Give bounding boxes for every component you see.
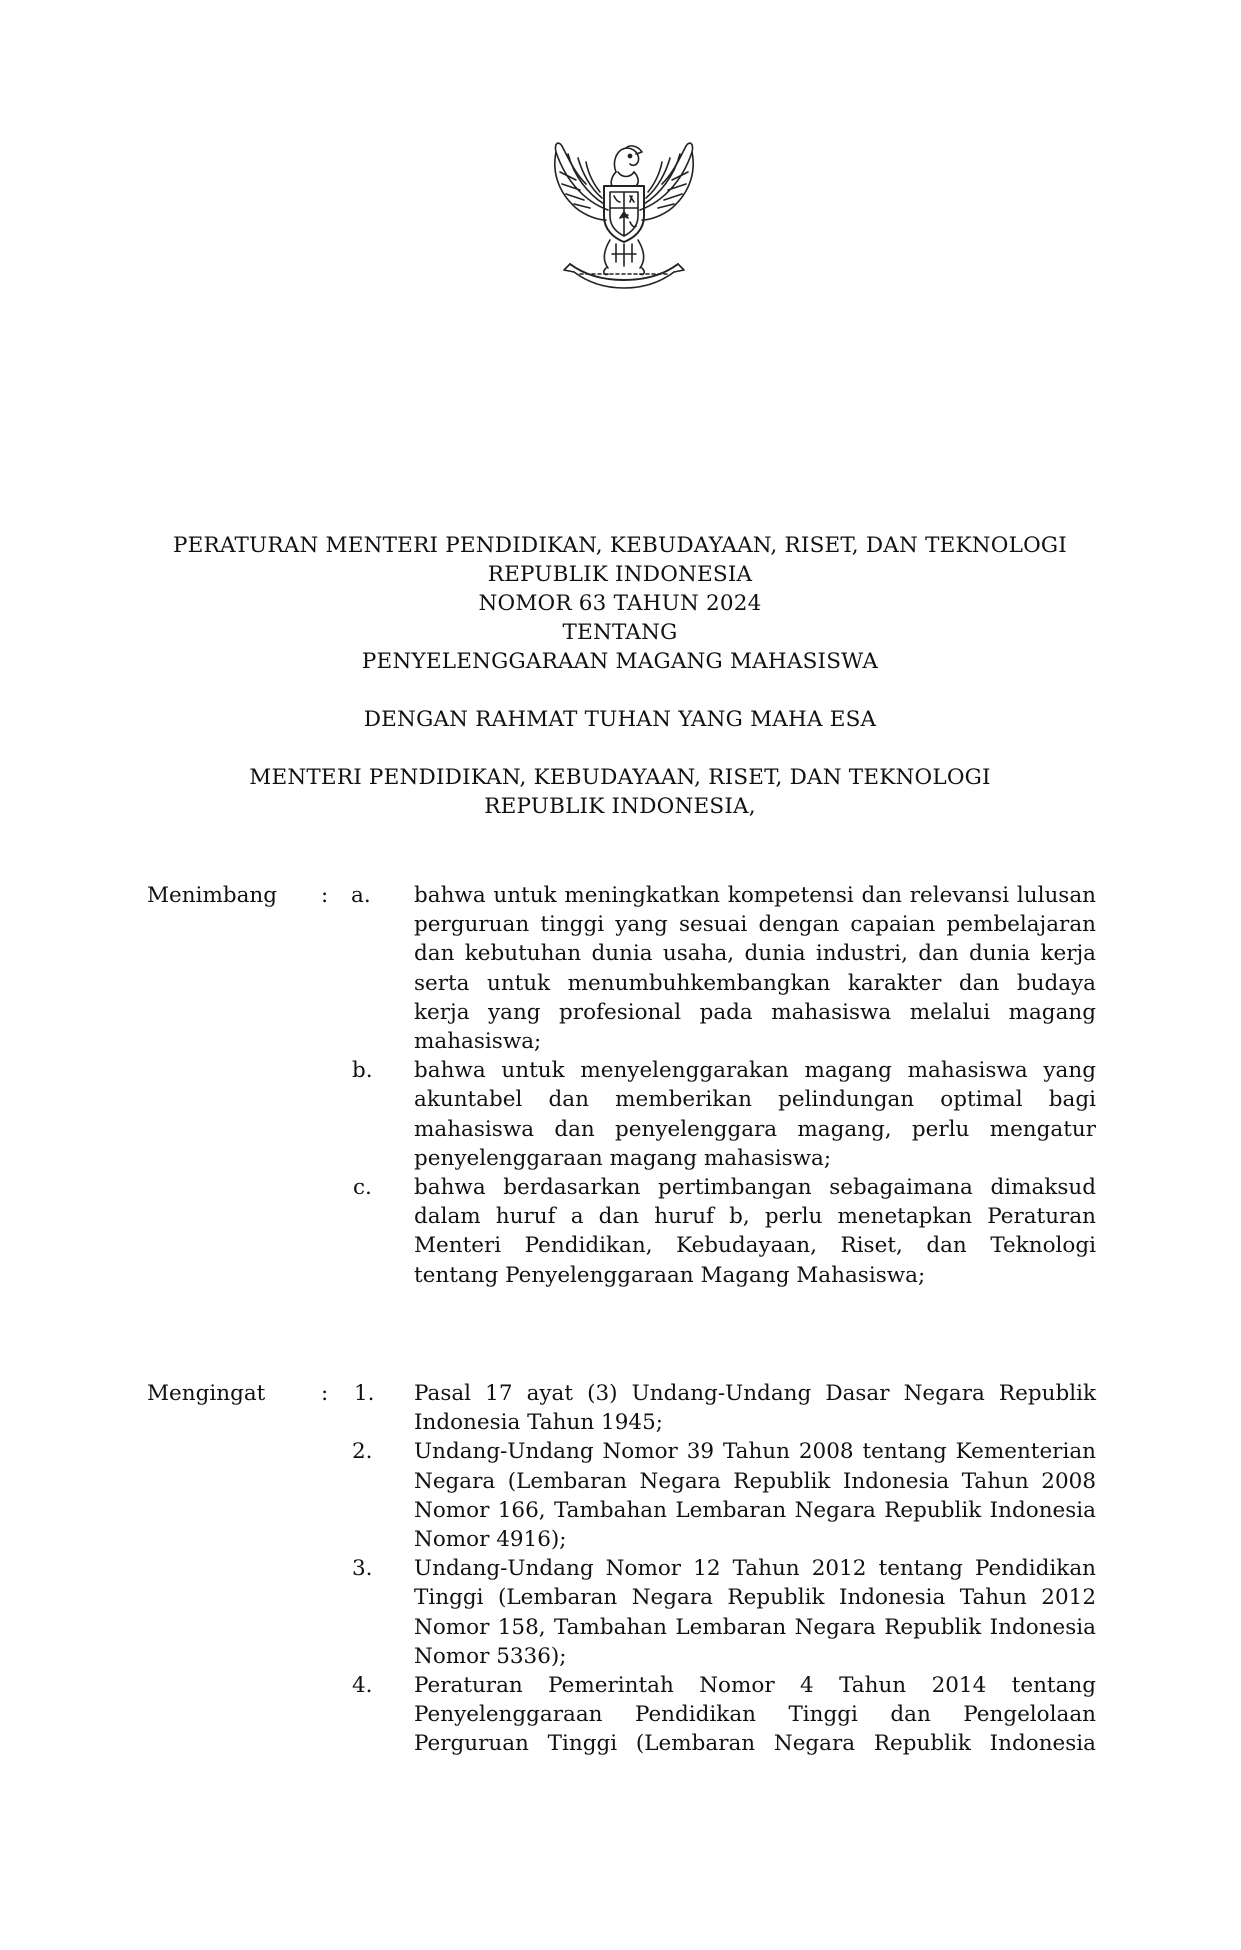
- mengingat-item: [147, 1554, 1097, 1671]
- garuda-pancasila-emblem: [546, 132, 702, 294]
- minister-country: REPUBLIK INDONESIA,: [484, 794, 756, 819]
- document-title-block: [120, 531, 1120, 821]
- item-text: bahwa untuk menyelenggarakan magang mahasiswa yang akuntabel dan memberikan pelindungan optimal bagi mahasiswa dan penyelenggara magang, perlu mengatur penyelenggaraan magang mahasiswa;: [414, 1058, 1096, 1171]
- menimbang-colon: :: [321, 883, 329, 908]
- mengingat-colon: :: [321, 1381, 329, 1406]
- item-marker: 2.: [352, 1439, 373, 1465]
- mengingat-label: Mengingat: [147, 1381, 266, 1406]
- title-line-country: REPUBLIK INDONESIA: [487, 562, 753, 587]
- title-line-about: TENTANG: [562, 620, 678, 645]
- title-line-regulation: PERATURAN MENTERI PENDIDIKAN, KEBUDAYAAN, RISET, DAN TEKNOLOGI: [173, 533, 1067, 558]
- item-text: bahwa untuk meningkatkan kompetensi dan relevansi lulusan perguruan tinggi yang sesuai dengan capaian pembelajaran dan kebutuhan dunia usaha, dunia industri, dan dunia kerja serta untuk menumbuhkembangkan karakter dan budaya kerja yang profesional pada mahasiswa melalui magang mahasiswa;: [414, 883, 1096, 1055]
- title-line-subject: PENYELENGGARAAN MAGANG MAHASISWA: [361, 649, 879, 674]
- item-marker: 3.: [352, 1556, 373, 1582]
- mengingat-item: [147, 1671, 1097, 1759]
- minister-title: MENTERI PENDIDIKAN, KEBUDAYAAN, RISET, DAN TEKNOLOGI: [249, 765, 991, 790]
- item-text: Undang-Undang Nomor 39 Tahun 2008 tentang Kementerian Negara (Lembaran Negara Republik Indonesia Tahun 2008 Nomor 166, Tambahan Lembaran Negara Republik Indonesia Nomor 4916);: [414, 1439, 1096, 1553]
- item-marker: 1.: [354, 1381, 375, 1406]
- preamble-invocation: DENGAN RAHMAT TUHAN YANG MAHA ESA: [363, 707, 877, 732]
- mengingat-item: [147, 1379, 1097, 1437]
- menimbang-label: Menimbang: [147, 883, 278, 908]
- menimbang-item: [147, 1173, 1097, 1290]
- item-text: Pasal 17 ayat (3) Undang-Undang Dasar Negara Republik Indonesia Tahun 1945;: [414, 1381, 1096, 1436]
- item-marker: a.: [351, 883, 371, 908]
- mengingat-section: [147, 1379, 1097, 1759]
- menimbang-section: [147, 881, 1097, 1290]
- menimbang-item: [147, 1056, 1097, 1173]
- item-marker: 4.: [352, 1673, 373, 1699]
- mengingat-item: [147, 1437, 1097, 1554]
- item-text: Peraturan Pemerintah Nomor 4 Tahun 2014 tentang Penyelenggaraan Pendidikan Tinggi dan Pengelolaan Perguruan Tinggi (Lembaran Negara Republik Indonesia: [414, 1673, 1096, 1757]
- item-text: bahwa berdasarkan pertimbangan sebagaimana dimaksud dalam huruf a dan huruf b, perlu menetapkan Peraturan Menteri Pendidikan, Kebudayaan, Riset, dan Teknologi tentang Penyelenggaraan Magang Mahasiswa;: [414, 1175, 1096, 1288]
- item-text: Undang-Undang Nomor 12 Tahun 2012 tentang Pendidikan Tinggi (Lembaran Negara Republik Indonesia Tahun 2012 Nomor 158, Tambahan Lembaran Negara Republik Indonesia Nomor 5336);: [414, 1556, 1096, 1669]
- menimbang-item: [147, 881, 1097, 1056]
- title-line-number: NOMOR 63 TAHUN 2024: [478, 591, 762, 616]
- item-marker: c.: [353, 1175, 372, 1201]
- item-marker: b.: [352, 1058, 373, 1084]
